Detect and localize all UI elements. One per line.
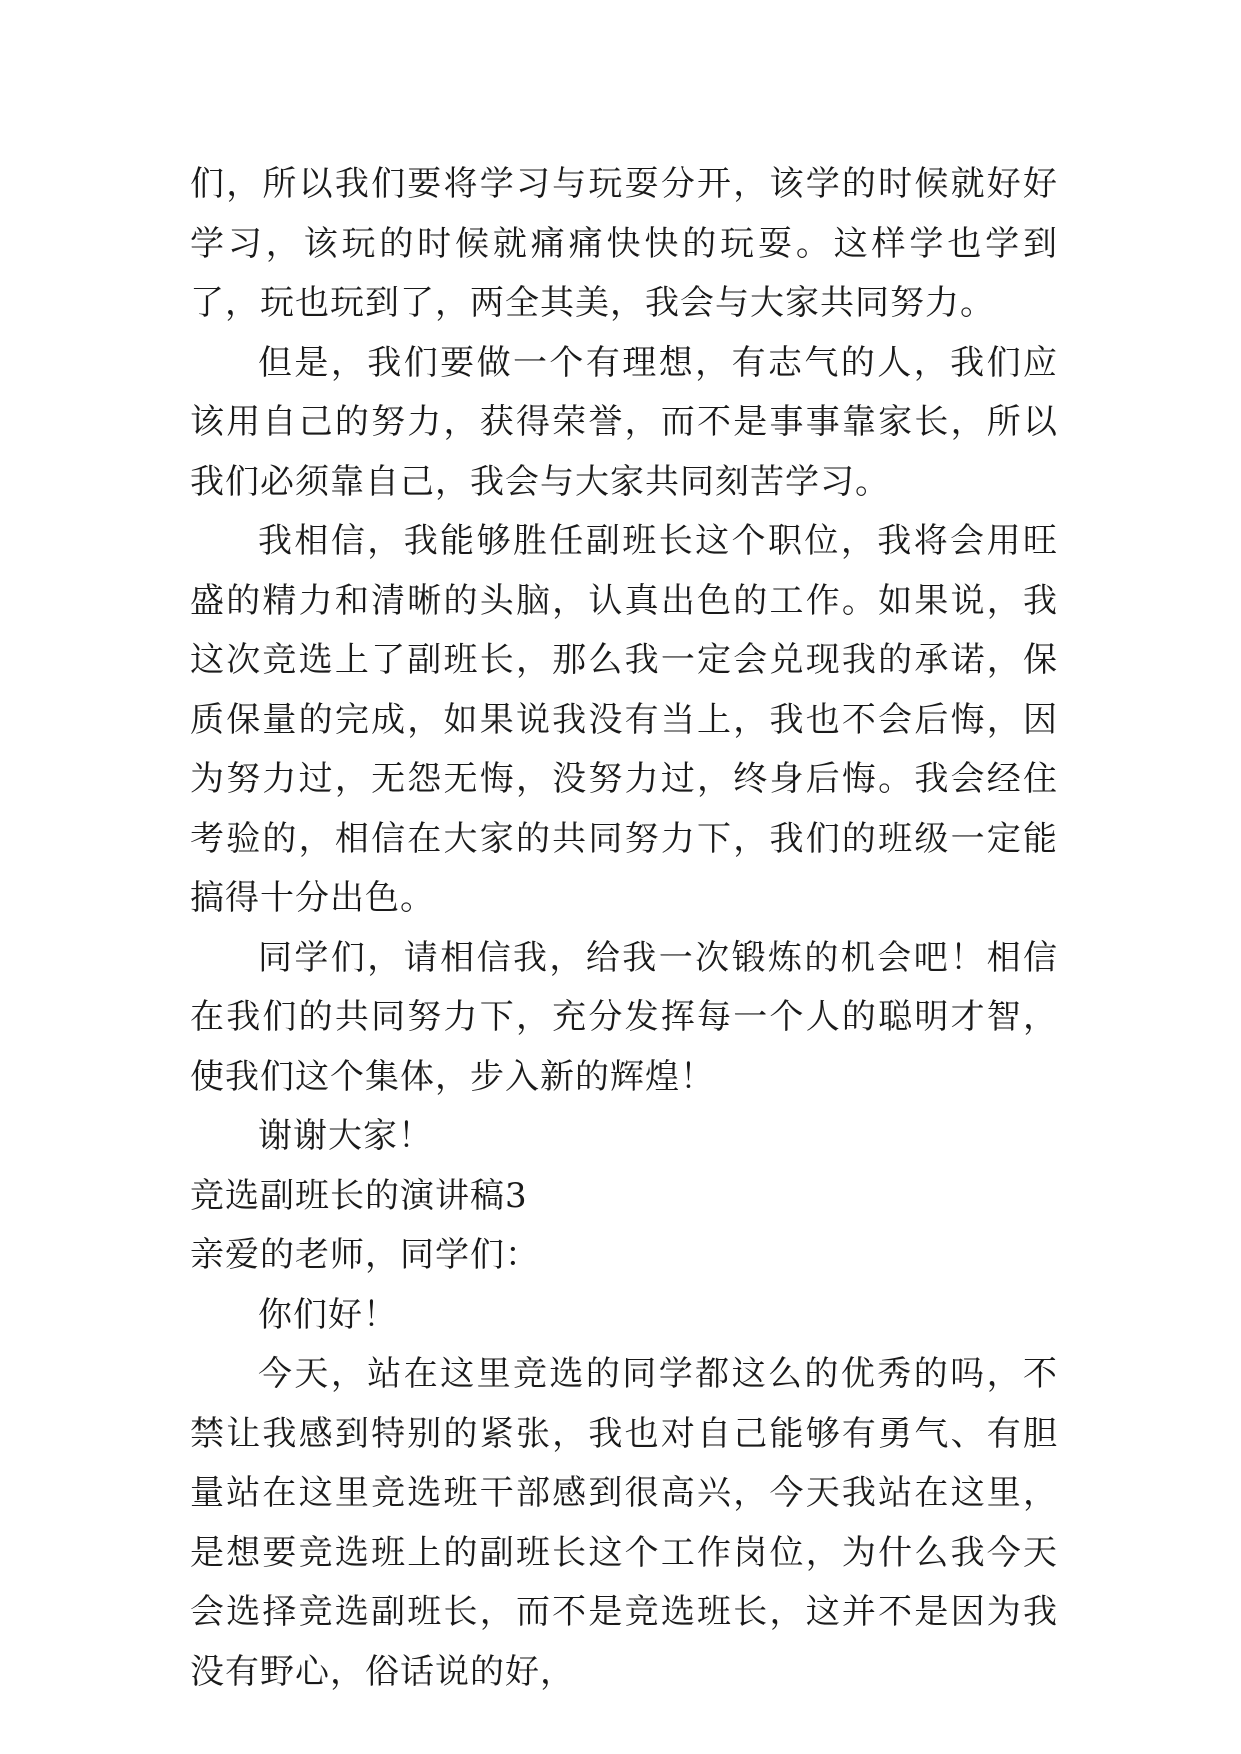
paragraph-continuation: 们，所以我们要将学习与玩耍分开，该学的时候就好好学习，该玩的时候就痛痛快快的玩耍。这样学也学到了，玩也玩到了，两全其美，我会与大家共同努力。 <box>190 164 1058 323</box>
document-body <box>190 155 1058 1702</box>
paragraph-opening: 今天，站在这里竞选的同学都这么的优秀的吗，不禁让我感到特别的紧张，我也对自己能够有勇气、有胆量站在这里竞选班干部感到很高兴，今天我站在这里，是想要竞选班上的副班长这个工作岗位，为什么我今天会选择竞选副班长，而不是竞选班长，这并不是因为我没有野心，俗话说的好， <box>190 1354 1058 1692</box>
paragraph-thanks: 谢谢大家！ <box>258 1116 433 1156</box>
paragraph-appeal: 同学们，请相信我，给我一次锻炼的机会吧！相信在我们的共同努力下，充分发挥每一个人的聪明才智，使我们这个集体，步入新的辉煌！ <box>190 937 1058 1097</box>
section-title: 竞选副班长的演讲稿3 <box>190 1175 528 1216</box>
greeting: 你们好！ <box>258 1294 398 1335</box>
salutation: 亲爱的老师，同学们： <box>190 1235 540 1275</box>
paragraph-ideals: 但是，我们要做一个有理想，有志气的人，我们应该用自己的努力，获得荣誉，而不是事事靠家长，所以我们必须靠自己，我会与大家共同刻苦学习。 <box>190 342 1058 502</box>
paragraph-confidence: 我相信，我能够胜任副班长这个职位，我将会用旺盛的精力和清晰的头脑，认真出色的工作。如果说，我这次竞选上了副班长，那么我一定会兑现我的承诺，保质保量的完成，如果说我没有当上，我也不会后悔，因为努力过，无怨无悔，没努力过，终身后悔。我会经住考验的，相信在大家的共同努力下，我们的班级一定能搞得十分出色。 <box>190 521 1058 918</box>
